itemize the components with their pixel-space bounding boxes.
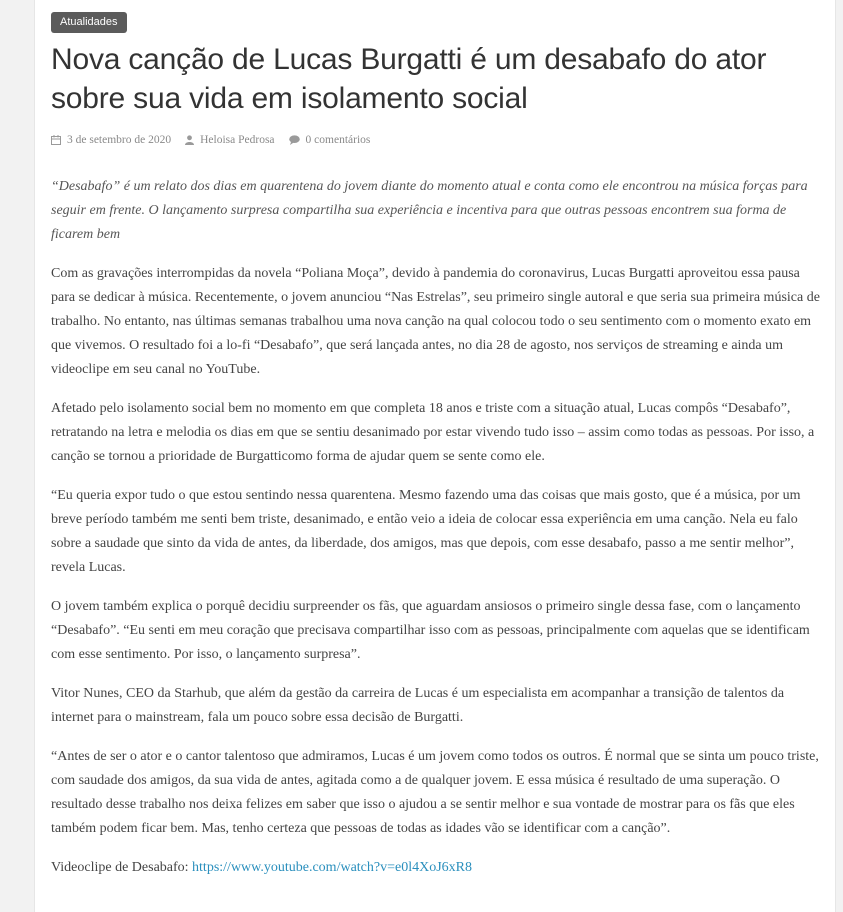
article-title: Nova canção de Lucas Burgatti é um desabafo do ator sobre sua vida em isolamento social [51, 43, 767, 115]
video-link[interactable]: https://www.youtube.com/watch?v=e0l4XoJ6xR8 [192, 860, 472, 875]
article [51, 12, 821, 880]
category-badge[interactable]: Atualidades [51, 12, 127, 33]
meta-comments-text: 0 comentários [305, 134, 371, 146]
article-paragraph: O jovem também explica o porquê decidiu surpreender os fãs, que aguardam ansiosos o primeiro single dessa fase, com o lançamento “Desabafo”. “Eu senti em meu coração que precisava compartilhar isso com as pessoas, principalmente com aquelas que se identificam com esse sentimento. Por isso, o lançamento surpresa”. [51, 599, 810, 662]
user-icon [185, 135, 194, 145]
comment-icon [289, 135, 300, 145]
article-paragraph: “Antes de ser o ator e o cantor talentoso que admiramos, Lucas é um jovem como todos os outros. É normal que se sinta um pouco triste, com saudade dos amigos, da sua vida de antes, agitada como a de qualquer jovem. E essa música é resultado de uma superação. O resultado desse trabalho nos deixa felizes em saber que isso o ajudou a se sentir melhor e sua vontade de mostrar para os fãs que eles também podem ficar bem. Mas, tenho certeza que pessoas de todas as idades vão se identificar com a canção”. [51, 749, 819, 836]
article-lead: “Desabafo” é um relato dos dias em quarentena do jovem diante do momento atual e conta como ele encontrou na música forças para seguir em frente. O lançamento surpresa compartilha sua experiência e incentiva para que outras pessoas encontrem sua forma de ficarem bem [51, 179, 808, 242]
video-label: Videoclipe de Desabafo: [51, 860, 189, 875]
article-paragraph: Com as gravações interrompidas da novela “Poliana Moça”, devido à pandemia do coronavirus, Lucas Burgatti aproveitou essa pausa para se dedicar à música. Recentemente, o jovem anunciou “Nas Estrelas”, seu primeiro single autoral e que seria sua primeira música de trabalho. No entanto, nas últimas semanas trabalhou uma nova canção na qual colocou todo o seu sentimento com o momento exato em que vivemos. O resultado foi a lo-fi “Desabafo”, que será lançada antes, no dia 28 de agosto, nos serviços de streaming e ainda um videoclipe em seu canal no YouTube. [51, 266, 820, 377]
meta-author[interactable] [185, 134, 274, 146]
article-card [34, 0, 836, 912]
calendar-icon [51, 135, 61, 145]
article-meta [51, 132, 821, 148]
video-paragraph [51, 856, 821, 880]
article-paragraph: “Eu queria expor tudo o que estou sentindo nessa quarentena. Mesmo fazendo uma das coisas que mais gosto, que é a música, por um breve período também me senti bem triste, desanimado, e então veio a ideia de colocar essa experiência em uma canção. Nela eu falo sobre a saudade que sinto da vida de antes, da liberdade, dos amigos, mas que depois, com esse desabafo, passo a me sentir melhor”, revela Lucas. [51, 488, 801, 575]
article-paragraph: Afetado pelo isolamento social bem no momento em que completa 18 anos e triste com a situação atual, Lucas compôs “Desabafo”, retratando na letra e melodia os dias em que se sentiu desanimado por estar vivendo tudo isso – assim como todas as pessoas. Por isso, a canção se tornou a prioridade de Burgatticomo forma de ajudar quem se sente como ele. [51, 401, 815, 464]
meta-author-text: Heloisa Pedrosa [200, 134, 275, 146]
meta-date[interactable] [51, 134, 171, 146]
meta-comments[interactable] [289, 134, 371, 146]
meta-date-text: 3 de setembro de 2020 [67, 134, 172, 146]
article-paragraph: Vitor Nunes, CEO da Starhub, que além da gestão da carreira de Lucas é um especialista em acompanhar a transição de talentos da internet para o mainstream, fala um pouco sobre essa decisão de Burgatti. [51, 686, 785, 725]
